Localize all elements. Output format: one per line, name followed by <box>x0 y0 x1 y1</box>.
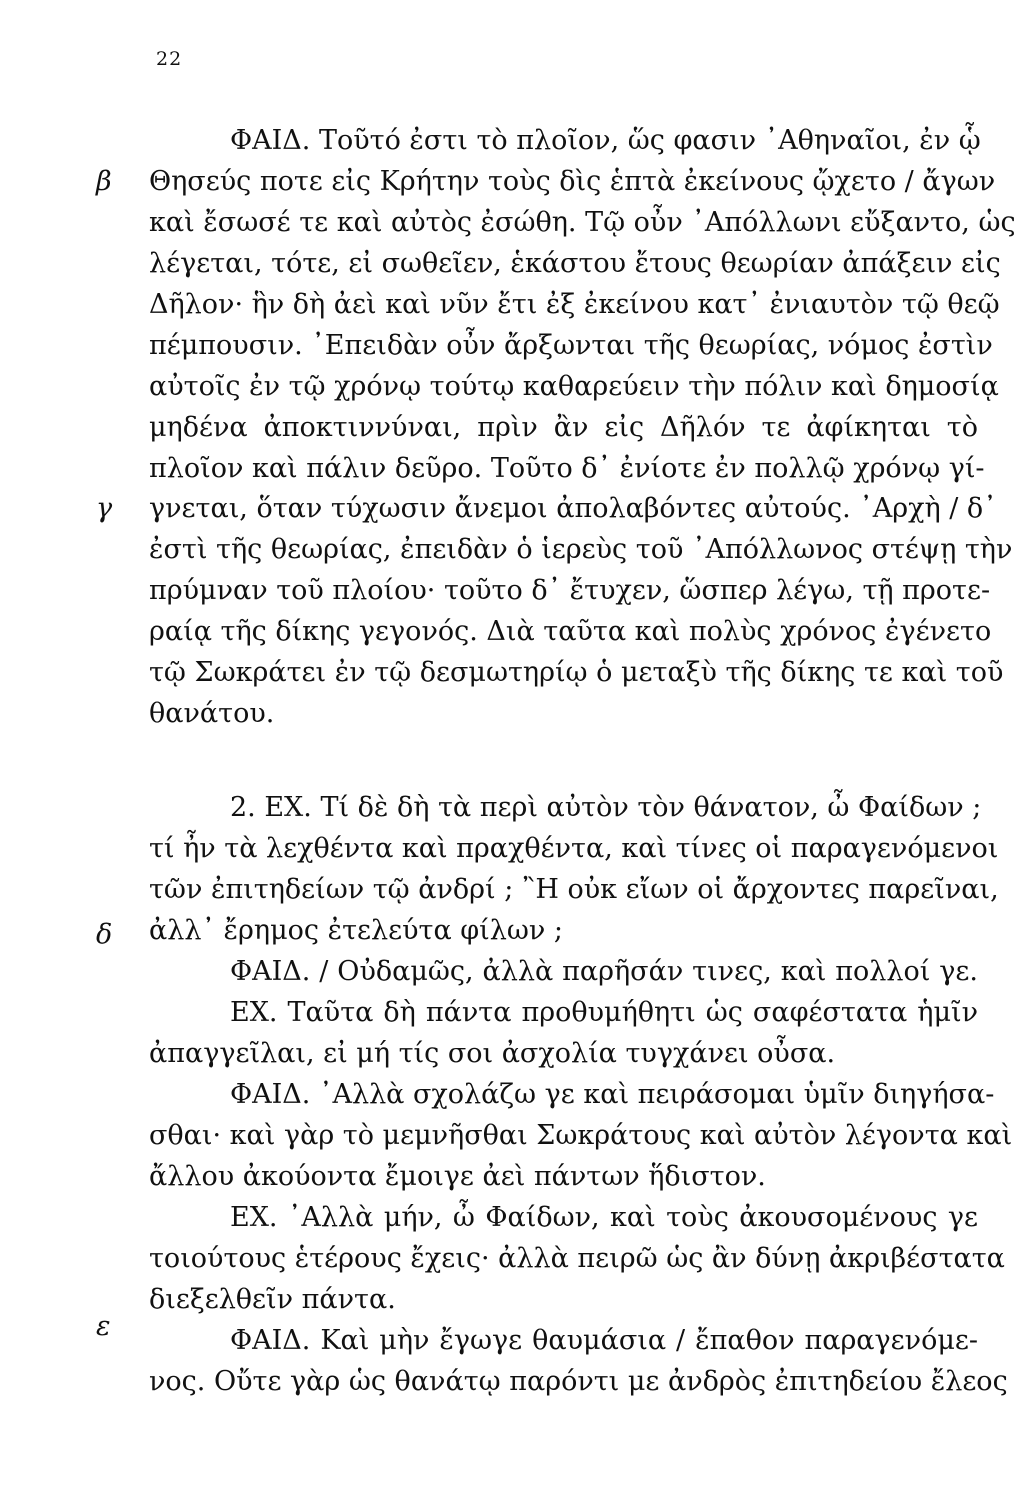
text-line: γνεται, ὅταν τύχωσιν ἄνεμοι ἀπολαβόντες αὐτούς. ᾿Αρχὴ / δ᾿ <box>149 493 997 524</box>
page-number: 22 <box>156 48 183 70</box>
text-line: τοιούτους ἑτέρους ἔχεις· ἀλλὰ πειρῶ ὡς ἂν δύνῃ ἀκριβέστατα <box>149 1243 1005 1274</box>
text-line: ΦΑΙΔ. Τοῦτό ἐστι τὸ πλοῖον, ὥς φασιν ᾿Αθηναῖοι, ἐν ᾧ <box>230 125 981 156</box>
text-line: Θησεύς ποτε εἰς Κρήτην τοὺς δὶς ἑπτὰ ἐκείνους ᾤχετο / ἄγων <box>149 166 996 197</box>
text-line: ΦΑΙΔ. / Οὐδαμῶς, ἀλλὰ παρῆσάν τινες, καὶ πολλοί γε. <box>230 956 978 987</box>
margin-letter-delta: δ <box>96 919 113 950</box>
text-line: ἀπαγγεῖλαι, εἰ μή τίς σοι ἀσχολία τυγχάνει οὖσα. <box>149 1038 836 1069</box>
text-line: διεξελθεῖν πάντα. <box>149 1284 396 1315</box>
text-line: τί ἦν τὰ λεχθέντα καὶ πραχθέντα, καὶ τίνες οἱ παραγενόμενοι <box>149 833 999 864</box>
text-line: νος. Οὔτε γὰρ ὡς θανάτῳ παρόντι με ἀνδρὸς ἐπιτηδείου ἔλεος <box>149 1366 1008 1397</box>
text-line: ΦΑΙΔ. Καὶ μὴν ἔγωγε θαυμάσια / ἔπαθον παραγενόμε- <box>230 1325 978 1356</box>
margin-letter-epsilon: ε <box>96 1311 111 1342</box>
margin-letter-gamma: γ <box>96 493 113 524</box>
text-line: λέγεται, τότε, εἰ σωθεῖεν, ἑκάστου ἔτους θεωρίαν ἀπάξειν εἰς <box>149 248 1001 279</box>
text-line: θανάτου. <box>149 698 275 729</box>
text-line: αὐτοῖς ἐν τῷ χρόνῳ τούτῳ καθαρεύειν τὴν πόλιν καὶ δημοσίᾳ <box>149 371 999 402</box>
text-line: ἄλλου ἀκούοντα ἔμοιγε ἀεὶ πάντων ἥδιστον. <box>149 1161 766 1192</box>
text-line: ἀλλ᾿ ἔρημος ἐτελεύτα φίλων ; <box>149 915 563 946</box>
text-line: πλοῖον καὶ πάλιν δεῦρο. Τοῦτο δ᾿ ἐνίοτε ἐν πολλῷ χρόνῳ γί- <box>149 453 985 484</box>
text-line: ἐστὶ τῆς θεωρίας, ἐπειδὰν ὁ ἱερεὺς τοῦ ᾿Απόλλωνος στέψῃ τὴν <box>149 534 1013 565</box>
text-line: Δῆλον· ἣν δὴ ἀεὶ καὶ νῦν ἔτι ἐξ ἐκείνου κατ᾿ ἐνιαυτὸν τῷ θεῷ <box>149 289 1000 320</box>
text-line: ραίᾳ τῆς δίκης γεγονός. Διὰ ταῦτα καὶ πολὺς χρόνος ἐγένετο <box>149 616 992 647</box>
text-line: ΕΧ. ᾿Αλλὰ μήν, ὦ Φαίδων, καὶ τοὺς ἀκουσομένους γε <box>230 1202 978 1233</box>
text-line: τῶν ἐπιτηδείων τῷ ἀνδρί ; ῍Η οὐκ εἴων οἱ ἄρχοντες παρεῖναι, <box>149 874 999 905</box>
text-line: σθαι· καὶ γὰρ τὸ μεμνῆσθαι Σωκράτους καὶ αὐτὸν λέγοντα καὶ <box>149 1120 1013 1151</box>
text-line: μηδένα ἀποκτιννύναι, πρὶν ἂν εἰς Δῆλόν τε ἀφίκηται τὸ <box>149 412 978 443</box>
text-line: πρύμναν τοῦ πλοίου· τοῦτο δ᾿ ἔτυχεν, ὥσπερ λέγω, τῇ προτε- <box>149 575 991 606</box>
text-line: πέμπουσιν. ᾿Επειδὰν οὖν ἄρξωνται τῆς θεωρίας, νόμος ἐστὶν <box>149 330 993 361</box>
text-line: καὶ ἔσωσέ τε καὶ αὐτὸς ἐσώθη. Τῷ οὖν ᾿Απόλλωνι εὔξαντο, ὡς <box>149 207 1016 238</box>
text-line: ΕΧ. Ταῦτα δὴ πάντα προθυμήθητι ὡς σαφέστατα ἡμῖν <box>230 997 978 1028</box>
section-heading-line: 2. ΕΧ. Τί δὲ δὴ τὰ περὶ αὐτὸν τὸν θάνατον, ὦ Φαίδων ; <box>230 792 982 823</box>
margin-letter-beta: β <box>96 166 112 197</box>
text-line: τῷ Σωκράτει ἐν τῷ δεσμωτηρίῳ ὁ μεταξὺ τῆς δίκης τε καὶ τοῦ <box>149 657 1004 688</box>
text-line: ΦΑΙΔ. ᾿Αλλὰ σχολάζω γε καὶ πειράσομαι ὑμῖν διηγήσα- <box>230 1079 995 1110</box>
